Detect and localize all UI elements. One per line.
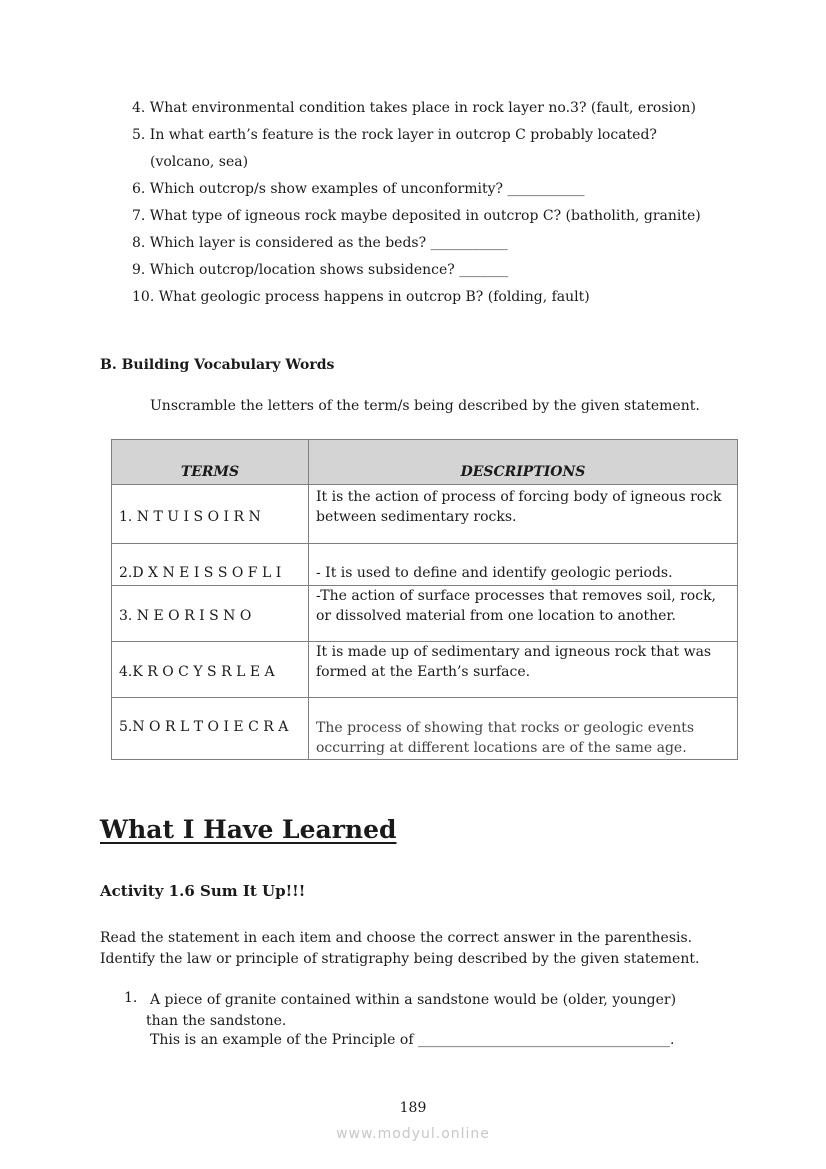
term-cell: 2.D X N E I S S O F L I [112,544,309,586]
table-row [112,698,738,760]
table-row [112,586,738,642]
item-1-text: A piece of granite contained within a sandstone would be (older, younger) than the sandstone. [146,992,677,1029]
question-10: 10. What geologic process happens in outcrop B? (folding, fault) [132,289,590,305]
term-cell: 5.N O R L T O I E C R A [112,698,309,760]
activity-instruction: Read the statement in each item and choose the correct answer in the parenthesis. Identify the law or principle of stratigraphy being described by the given statement. [100,930,700,967]
descriptions-header: DESCRIPTIONS [309,440,738,485]
question-9: 9. Which outcrop/location shows subsidence? _______ [132,262,509,278]
question-7: 7. What type of igneous rock maybe deposited in outcrop C? (batholith, granite) [132,208,701,224]
table-row [112,485,738,544]
vocabulary-table [111,439,738,760]
description-cell: The process of showing that rocks or geologic events occurring at different locations are of the same age. [309,698,738,760]
description-cell: -The action of surface processes that removes soil, rock, or dissolved material from one location to another. [309,586,738,642]
question-6: 6. Which outcrop/s show examples of unconformity? ___________ [132,181,585,197]
description-cell: - It is used to define and identify geologic periods. [309,544,738,586]
section-b-heading: B. Building Vocabulary Words [100,357,335,373]
table-row [112,642,738,698]
table-row [112,544,738,586]
item-1-answer-line: This is an example of the Principle of ____________________________________. [150,1032,675,1048]
watermark: www.modyul.online [336,1126,490,1142]
description-cell: It is the action of process of forcing body of igneous rock between sedimentary rocks. [309,485,738,544]
question-5: 5. In what earth’s feature is the rock layer in outcrop C probably located? [132,127,657,143]
what-i-have-learned-heading: What I Have Learned [100,815,397,844]
table-header-row [112,440,738,485]
description-cell: It is made up of sedimentary and igneous rock that was formed at the Earth’s surface. [309,642,738,698]
term-cell: 3. N E O R I S N O [112,586,309,642]
question-8: 8. Which layer is considered as the beds? ___________ [132,235,508,251]
term-cell: 1. N T U I S O I R N [112,485,309,544]
page-number: 189 [399,1100,427,1116]
question-5-options: (volcano, sea) [150,154,249,170]
question-4: 4. What environmental condition takes place in rock layer no.3? (fault, erosion) [132,100,696,116]
term-cell: 4.K R O C Y S R L E A [112,642,309,698]
activity-title: Activity 1.6 Sum It Up!!! [100,882,306,900]
item-1-number: 1. [124,990,138,1006]
section-b-instruction: Unscramble the letters of the term/s being described by the given statement. [150,398,700,414]
terms-header: TERMS [112,440,309,485]
